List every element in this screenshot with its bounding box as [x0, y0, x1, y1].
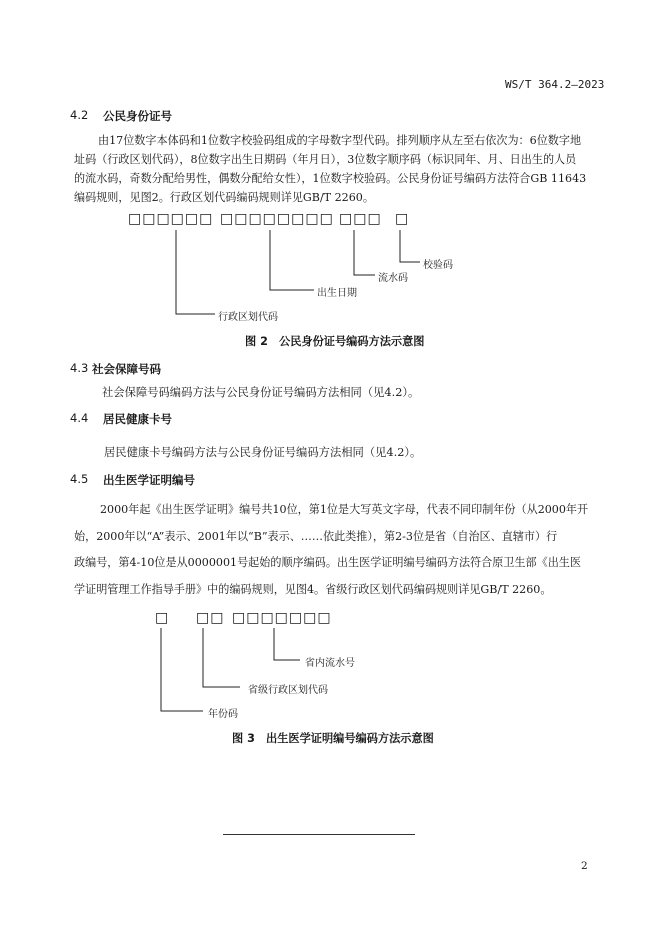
paragraph-line: 政编号，第4-10位是从0000001号起始的顺序编码。出生医学证明编号编码方法符合原卫生部《出生医 [74, 556, 581, 569]
section-4-3-title: 社会保障号码 [92, 362, 161, 376]
province-code-boxes: □□ [196, 610, 225, 626]
paragraph-line: 由17位数字本体码和1位数字校验码组成的字母数字型代码。排列顺序从左至右依次为：6位数字地 [98, 134, 582, 147]
figure-3-caption: 图 3 出生医学证明编号编码方法示意图 [232, 732, 434, 745]
year-code-box: □ [155, 610, 170, 626]
figure-2-caption: 图 2 公民身份证号编码方法示意图 [245, 335, 425, 348]
check-digit-box: □ [395, 211, 410, 227]
admin-code-label: 行政区划代码 [218, 312, 278, 323]
section-4-4-title: 居民健康卡号 [103, 412, 172, 426]
serial-code-label: 流水码 [378, 273, 408, 284]
section-4-2-number: 4.2 [70, 108, 89, 122]
paragraph-line: 学证明管理工作指导手册》中的编码规则，见图4。省级行政区划代码编码规则详见GB/T 2260。 [74, 582, 552, 596]
section-4-5-title: 出生医学证明编号 [103, 473, 195, 487]
serial-number-leader [274, 628, 300, 660]
year-code-label: 年份码 [208, 709, 238, 720]
address-code-boxes: □□□□□□ [128, 211, 214, 227]
paragraph-line: 始，2000年以“A”表示、2001年以“B”表示、……依此类推），第2-3位是省（自治区、直辖市）行 [74, 529, 558, 543]
footer-rule [223, 834, 415, 835]
section-4-5-number: 4.5 [70, 472, 89, 486]
paragraph-line: 编码规则，见图2。行政区划代码编码规则详见GB/T 2260。 [74, 191, 374, 204]
province-code-leader [203, 628, 240, 687]
paragraph-line: 2000年起《出生医学证明》编号共10位，第1位是大写英文字母，代表不同印制年份（从2000年开 [100, 503, 589, 516]
section-4-3-number: 4.3 [70, 361, 89, 375]
check-digit-label: 校验码 [423, 260, 453, 271]
page-number: 2 [581, 860, 588, 872]
serial-number-boxes: □□□□□□□ [232, 610, 332, 626]
section-4-4-text: 居民健康卡号编码方法与公民身份证号编码方法相同（见4.2）。 [104, 446, 422, 459]
paragraph-line: 址码（行政区划代码），8位数字出生日期码（年月日），3位数字顺序码（标识同年、月、日出生的人员 [74, 153, 577, 166]
birthdate-code-boxes: □□□□□□□□ [220, 211, 334, 227]
sequence-code-boxes: □□□ [339, 211, 382, 227]
section-4-2-title: 公民身份证号 [103, 109, 172, 123]
standard-code-header: WS/T 364.2—2023 [505, 78, 605, 91]
year-code-leader [161, 628, 203, 711]
paragraph-line: 的流水码，奇数分配给男性，偶数分配给女性），1位数字校验码。公民身份证号编码方法符合GB 11643 [74, 172, 587, 185]
province-code-label: 省级行政区划代码 [248, 685, 328, 696]
section-4-3-text: 社会保障号码编码方法与公民身份证号编码方法相同（见4.2）。 [102, 386, 420, 399]
birthdate-label: 出生日期 [317, 288, 357, 299]
serial-number-label: 省内流水号 [305, 658, 355, 669]
section-4-4-number: 4.4 [70, 411, 89, 425]
